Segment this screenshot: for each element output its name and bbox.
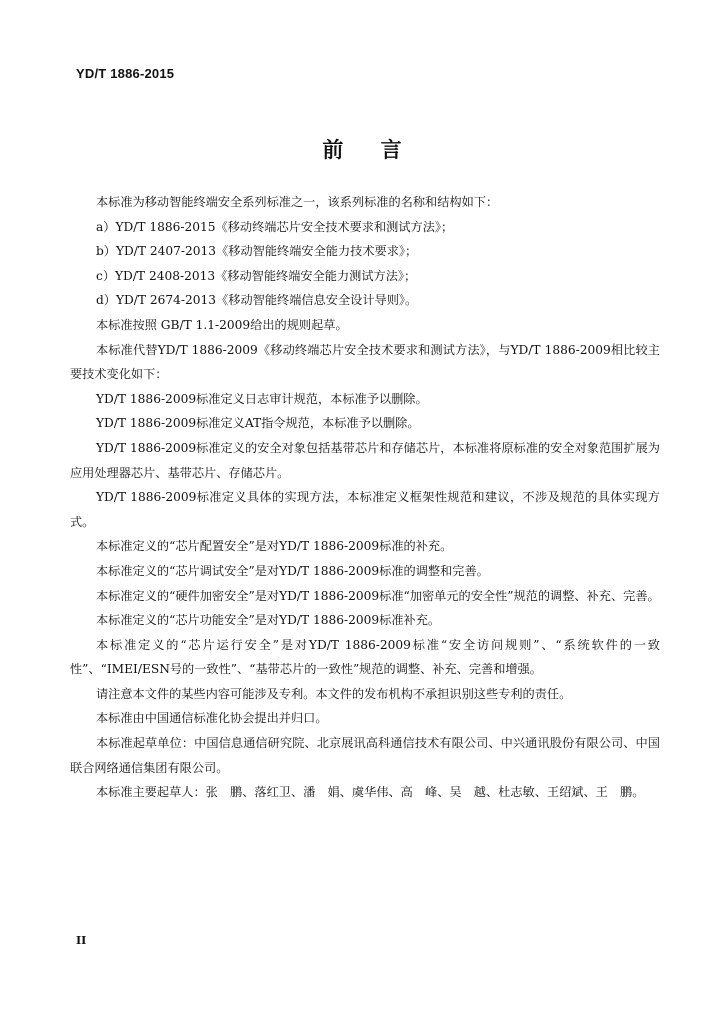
paragraph: YD/T 1886-2009标准定义AT指令规范，本标准予以删除。 [96,416,420,431]
paragraph: 本标准定义的“芯片功能安全”是对YD/T 1886-2009标准补充。 [96,613,441,628]
paragraph: 本标准为移动智能终端安全系列标准之一，该系列标准的名称和结构如下： [96,195,499,209]
list-item: c）YD/T 2408-2013《移动智能终端安全能力测试方法》； [96,268,417,283]
paragraph: YD/T 1886-2009标准定义的安全对象包括基带芯片和存储芯片，本标准将原标准的安全对象范围扩展为应用处理器芯片、基带芯片、存储芯片。 [70,440,660,480]
paragraph: 本标准主要起草人：张 鹏、落红卫、潘 娟、虞华伟、高 峰、吴 越、杜志敏、王绍斌、王 鹏。 [96,785,645,800]
paragraph: 本标准定义的“芯片调试安全”是对YD/T 1886-2009标准的调整和完善。 [96,563,489,578]
paragraph: YD/T 1886-2009标准定义日志审计规范，本标准予以删除。 [96,391,428,406]
list-item: b）YD/T 2407-2013《移动智能终端安全能力技术要求》； [96,244,418,259]
paragraph: 本标准代替YD/T 1886-2009《移动终端芯片安全技术要求和测试方法》，与YD/T 1886-2009相比较主要技术变化如下： [70,342,660,382]
list-item: a）YD/T 1886-2015《移动终端芯片安全技术要求和测试方法》； [96,219,454,234]
list-item: d）YD/T 2674-2013《移动智能终端信息安全设计导则》。 [96,293,418,308]
paragraph: 本标准定义的“芯片配置安全”是对YD/T 1886-2009标准的补充。 [96,539,453,554]
page-number: II [76,934,87,947]
paragraph: 本标准定义的“硬件加密安全”是对YD/T 1886-2009标准“加密单元的安全性”规范的调整、补充、完善。 [96,588,660,603]
paragraph: 本标准由中国通信标准化协会提出并归口。 [96,711,328,726]
document-id: YD/T 1886-2015 [76,66,175,81]
paragraph: YD/T 1886-2009标准定义具体的实现方法，本标准定义框架性规范和建议，不涉及规范的具体实现方式。 [70,490,660,529]
paragraph: 本标准按照 GB/T 1.1-2009给出的规则起草。 [96,317,348,332]
foreword-body [70,190,660,805]
paragraph: 本标准起草单位：中国信息通信研究院、北京展讯高科通信技术有限公司、中兴通讯股份有限公司、中国联合网络通信集团有限公司。 [70,736,660,775]
paragraph: 请注意本文件的某些内容可能涉及专利。本文件的发布机构不承担识别这些专利的责任。 [96,686,572,701]
paragraph: 本标准定义的“芯片运行安全”是对YD/T 1886-2009标准“安全访问规则”、“系统软件的一致性”、“IMEI/ESN号的一致性”、“基带芯片的一致性”规范的调整、补充、完善和增强。 [70,637,660,677]
page-title: 前 言 [322,137,402,162]
